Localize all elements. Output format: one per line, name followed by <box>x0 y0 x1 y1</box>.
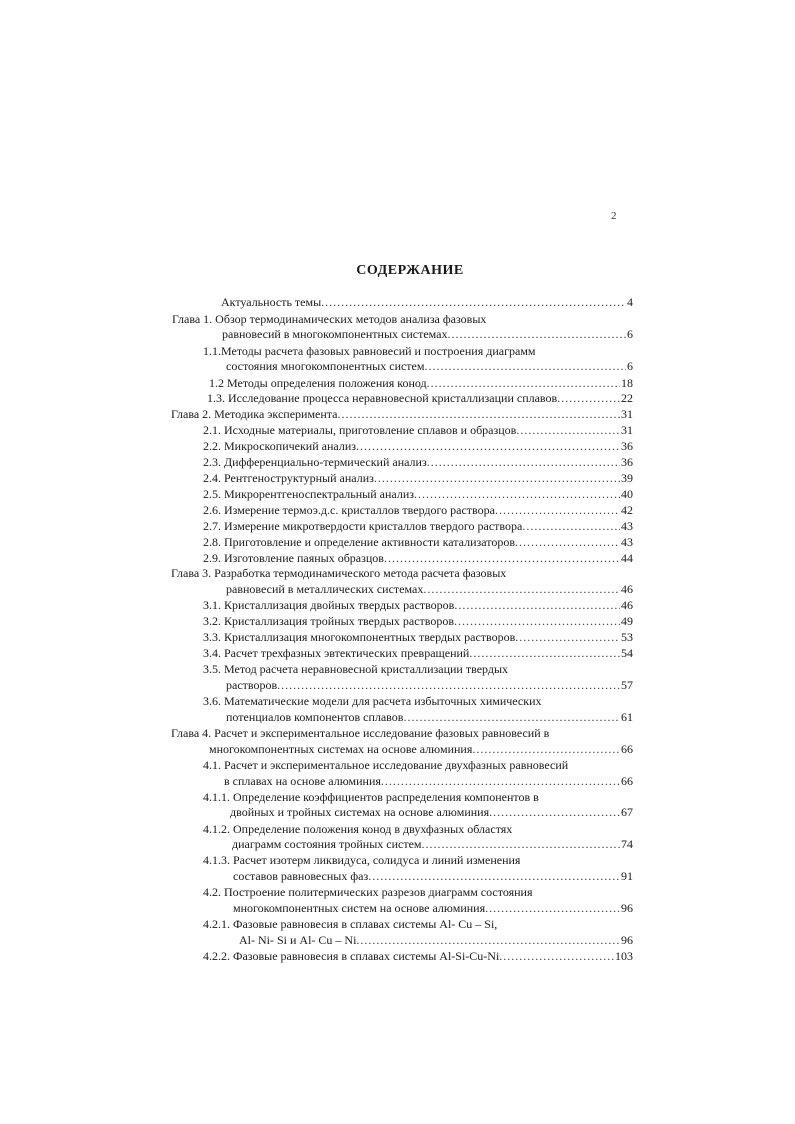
toc-entry-text: 4.2.1. Фазовые равновесия в сплавах системы Al- Cu – Si, <box>203 917 498 931</box>
toc-leader-dots <box>472 742 620 757</box>
toc-entry-text: 3.3. Кристаллизация многокомпонентных твердых растворов <box>203 630 516 644</box>
toc-leader-dots <box>381 774 620 789</box>
toc-entry-text: 1.2 Методы определения положения конод <box>209 376 427 390</box>
toc-leader-dots <box>356 439 620 454</box>
toc-entry-text: составов равновесных фаз <box>233 869 369 883</box>
toc-entry-page: 43 <box>621 535 633 549</box>
toc-entry <box>226 582 633 597</box>
toc-entry-text: 3.5. Метод расчета неравновесной кристаллизации твердых <box>203 662 509 676</box>
toc-entry-text: Актуальность темы <box>221 295 322 309</box>
toc-entry-page: 18 <box>621 376 633 390</box>
toc-entry <box>203 423 633 438</box>
toc-leader-dots <box>427 455 620 470</box>
toc-entry-text: 4.1.2. Определение положения конод в двухфазных областях <box>203 822 513 836</box>
toc-entry <box>224 774 633 789</box>
toc-leader-dots <box>356 933 620 948</box>
toc-entry <box>203 519 633 534</box>
toc-entry <box>203 344 536 359</box>
toc-entry <box>239 933 633 948</box>
toc-entry-page: 96 <box>621 933 633 947</box>
toc-entry-text: 4.1.1. Определение коэффициентов распределения компонентов в <box>203 790 539 804</box>
toc-entry <box>203 822 512 837</box>
toc-entry <box>209 742 633 757</box>
toc-entry-page: 66 <box>621 742 633 756</box>
toc-entry <box>203 662 508 677</box>
toc-entry-page: 6 <box>627 327 633 341</box>
toc-leader-dots <box>422 837 620 852</box>
toc-entry <box>203 917 497 932</box>
toc-entry-page: 36 <box>621 455 633 469</box>
toc-entry <box>203 487 633 502</box>
toc-entry <box>221 295 633 310</box>
toc-entry-page: 49 <box>621 614 633 628</box>
toc-entry <box>209 376 633 391</box>
toc-leader-dots <box>423 582 620 597</box>
toc-entry-text: 2.6. Измерение термоэ.д.с. кристаллов твердого раствора <box>203 503 495 517</box>
toc-entry-text: многокомпонентных систем на основе алюминия <box>233 901 486 915</box>
toc-entry-text: 3.1. Кристаллизация двойных твердых растворов <box>203 598 455 612</box>
toc-leader-dots <box>454 614 620 629</box>
toc-leader-dots <box>414 487 620 502</box>
toc-entry-page: 103 <box>615 949 633 963</box>
toc-entry-page: 43 <box>621 519 633 533</box>
toc-entry <box>203 535 633 550</box>
toc-leader-dots <box>374 471 620 486</box>
toc-entry-text: Al- Ni- Si и Al- Cu – Ni <box>239 933 357 947</box>
toc-entry-page: 66 <box>621 774 633 788</box>
toc-leader-dots <box>403 710 620 725</box>
toc-entry-page: 31 <box>621 407 633 421</box>
toc-leader-dots <box>368 869 620 884</box>
toc-entry-text: в сплавах на основе алюминия <box>224 774 381 788</box>
toc-leader-dots <box>448 327 627 342</box>
toc-leader-dots <box>515 630 620 645</box>
toc-leader-dots <box>515 535 620 550</box>
toc-entry-text: 4.2.2. Фазовые равновесия в сплавах системы Al-Si-Cu-Ni <box>203 949 500 963</box>
toc-entry <box>233 901 633 916</box>
toc-entry-text: равновесий в металлических системах <box>226 582 424 596</box>
toc-entry-page: 4 <box>627 295 633 309</box>
toc-entry-text: Глава 1. Обзор термодинамических методов анализа фазовых <box>172 312 487 326</box>
toc-entry <box>171 407 633 422</box>
toc-entry-page: 53 <box>621 630 633 644</box>
toc-entry <box>203 853 520 868</box>
toc-entry-text: 2.4. Рентгеноструктурный анализ <box>203 471 374 485</box>
toc-entry-page: 91 <box>621 869 633 883</box>
toc-entry <box>171 726 549 741</box>
toc-entry <box>203 790 539 805</box>
toc-entry-text: 4.1. Расчет и экспериментальное исследование двухфазных равновесий <box>203 758 569 772</box>
toc-entry-text: равновесий в многокомпонентных системах <box>222 327 448 341</box>
toc-entry <box>203 949 633 964</box>
toc-leader-dots <box>516 423 620 438</box>
toc-title: СОДЕРЖАНИЕ <box>356 263 464 278</box>
toc-leader-dots <box>454 598 620 613</box>
toc-entry-text: растворов <box>226 678 278 692</box>
toc-entry-text: Глава 4. Расчет и экспериментальное исследование фазовых равновесий в <box>171 726 550 740</box>
toc-leader-dots <box>485 901 620 916</box>
toc-entry-page: 46 <box>621 582 633 596</box>
toc-entry-text: двойных и тройных системах на основе алюминия <box>230 805 490 819</box>
toc-entry-text: Глава 2. Методика эксперимента <box>171 407 338 421</box>
toc-leader-dots <box>499 949 614 964</box>
toc-leader-dots <box>424 359 626 374</box>
toc-entry-page: 39 <box>621 471 633 485</box>
toc-entry <box>203 646 633 661</box>
toc-entry-text: 2.2. Микроскопичекий анализ <box>203 439 356 453</box>
toc-entry <box>226 359 633 374</box>
toc-entry-text: 2.3. Дифференциально-термический анализ <box>203 455 427 469</box>
toc-entry <box>232 837 633 852</box>
toc-entry-page: 57 <box>621 678 633 692</box>
toc-entry-text: 1.1.Методы расчета фазовых равновесий и построения диаграмм <box>203 344 536 358</box>
toc-leader-dots <box>495 503 620 518</box>
toc-entry <box>226 710 633 725</box>
toc-entry-page: 31 <box>621 423 633 437</box>
toc-entry-page: 61 <box>621 710 633 724</box>
toc-entry <box>230 805 633 820</box>
toc-entry-page: 36 <box>621 439 633 453</box>
toc-entry <box>203 455 633 470</box>
toc-entry-text: Глава 3. Разработка термодинамического метода расчета фазовых <box>171 566 507 580</box>
toc-entry <box>203 551 633 566</box>
toc-leader-dots <box>427 376 620 391</box>
toc-entry-text: 1.3. Исследование процесса неравновесной кристаллизации сплавов <box>207 391 558 405</box>
toc-entry <box>207 391 633 406</box>
toc-entry-page: 44 <box>621 551 633 565</box>
toc-entry <box>203 598 633 613</box>
toc-entry-text: диаграмм состояния тройных систем <box>232 837 422 851</box>
toc-entry <box>222 327 633 342</box>
toc-entry-page: 67 <box>621 805 633 819</box>
page-number: 2 <box>611 210 617 222</box>
toc-leader-dots <box>489 805 620 820</box>
toc-entry-page: 96 <box>621 901 633 915</box>
toc-leader-dots <box>469 646 620 661</box>
toc-leader-dots <box>277 678 620 693</box>
toc-entry-text: 3.2. Кристаллизация тройных твердых растворов <box>203 614 455 628</box>
toc-entry <box>203 503 633 518</box>
toc-entry <box>203 758 568 773</box>
toc-entry-text: 2.8. Приготовление и определение активности катализаторов <box>203 535 516 549</box>
toc-entry-text: 2.7. Измерение микротвердости кристаллов твердого раствора <box>203 519 523 533</box>
toc-entry-text: 4.1.3. Расчет изотерм ликвидуса, солидуса и линий изменения <box>203 853 521 867</box>
toc-entry-page: 74 <box>621 837 633 851</box>
toc-entry <box>203 439 633 454</box>
toc-entry-page: 42 <box>621 503 633 517</box>
toc-entry-text: 4.2. Построение политермических разрезов диаграмм состояния <box>203 885 533 899</box>
toc-entry-text: 3.6. Математические модели для расчета избыточных химических <box>203 694 542 708</box>
toc-entry-text: 2.1. Исходные материалы, приготовление сплавов и образцов <box>203 423 517 437</box>
toc-entry <box>226 678 633 693</box>
toc-leader-dots <box>557 391 620 406</box>
toc-leader-dots <box>338 407 621 422</box>
toc-entry-text: потенциалов компонентов сплавов <box>226 710 404 724</box>
toc-entry-page: 46 <box>621 598 633 612</box>
toc-entry <box>172 312 486 327</box>
toc-entry <box>233 869 633 884</box>
toc-entry-page: 40 <box>621 487 633 501</box>
toc-entry <box>203 471 633 486</box>
toc-entry <box>203 614 633 629</box>
toc-leader-dots <box>522 519 620 534</box>
toc-entry-page: 6 <box>627 359 633 373</box>
toc-entry <box>203 694 542 709</box>
toc-entry <box>203 630 633 645</box>
toc-entry-page: 22 <box>621 391 633 405</box>
toc-entry <box>203 885 533 900</box>
toc-entry-text: многокомпонентных системах на основе алюминия <box>209 742 473 756</box>
toc-entry-text: 3.4. Расчет трехфазных эвтектических превращений <box>203 646 470 660</box>
toc-entry-page: 54 <box>621 646 633 660</box>
toc-entry-text: состояния многокомпонентных систем <box>226 359 425 373</box>
toc-entry-text: 2.5. Микрорентгеноспектральный анализ <box>203 487 414 501</box>
toc-leader-dots <box>321 295 626 310</box>
toc-leader-dots <box>384 551 620 566</box>
toc-entry <box>171 566 506 581</box>
toc-entry-text: 2.9. Изготовление паяных образцов <box>203 551 384 565</box>
